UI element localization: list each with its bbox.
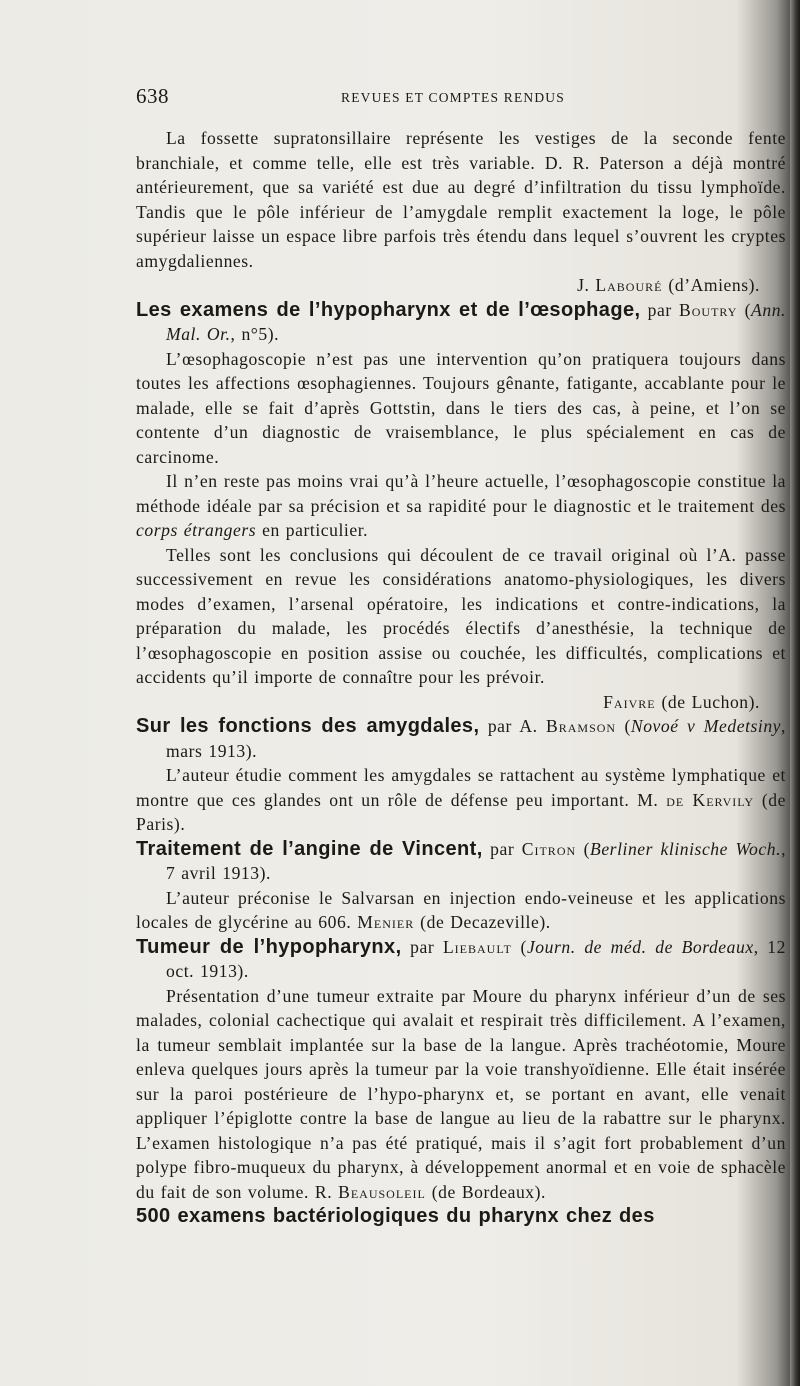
- article4-reviewer: Menier: [357, 912, 415, 932]
- article5-title: Tumeur de l’hypopharynx,: [136, 935, 402, 958]
- article2-signature: Faivre (de Luchon).: [603, 691, 760, 712]
- article3-author: Bramson: [546, 716, 617, 736]
- article5-signature: R. Beausoleil (de Bordeaux).: [314, 1181, 546, 1202]
- article4-title: Traitement de l’angine de Vincent,: [136, 837, 483, 860]
- article4-author: Citron: [521, 838, 577, 859]
- text-column: [136, 126, 786, 1229]
- article4-signature: Menier (de Decazeville).: [357, 912, 551, 932]
- article2-heading: Les examens de l’hypopharynx et de l’œsophage, par Boutry (Ann. Mal. Or., n°5).: [136, 298, 786, 344]
- article3-heading: Sur les fonctions des amygdales, par A. Bramson (Novoé v Medetsiny, mars 1913).: [136, 715, 786, 761]
- article4-paragraph-1: L’auteur préconise le Salvarsan en injection endo-veineuse et les applications locales de glycérine au 606. Menier (de Decazeville).: [136, 887, 786, 932]
- article2-paragraph-3: Telles sont les conclusions qui découlent de ce travail original où l’A. passe successivement en revue les considérations anatomo-physiologiques, les divers modes d’examen, l’arsenal opératoire, les indications et contre-indications, la préparation du malade, les procédés électifs d’anesthésie, la technique de l’œsophagoscopie en position assise ou couchée, les difficultés, complications et accidents qu’il importe de connaître pour les prévoir.: [136, 544, 786, 687]
- article5-heading: Tumeur de l’hypopharynx, par Liebault (Journ. de méd. de Bordeaux, 12 oct. 1913).: [136, 935, 786, 981]
- article4-source: Berliner klinische Woch.: [590, 838, 782, 859]
- page-number: 638: [136, 84, 169, 108]
- article3-signature: M. de Kervily (de Paris).: [136, 789, 786, 834]
- journal-title: REVUES ET COMPTES RENDUS: [341, 90, 565, 105]
- article5-author: Liebault: [442, 936, 512, 957]
- article6-title: 500 examens bactériologiques du pharynx chez des: [136, 1205, 655, 1227]
- article3-reviewer: de Kervily: [666, 789, 755, 810]
- article5-source: Journ. de méd. de Bordeaux: [526, 936, 754, 957]
- article1-body: La fossette supratonsillaire représente les vestiges de la seconde fente branchiale, et comme telle, elle est très variable. D. R. Paterson a déjà montré antérieurement, que sa variété est due au degré d’infiltration du tissu lymphoïde. Tandis que le pôle inférieur de l’amygdale remplit exactement la loge, le pôle supérieur laisse un espace libre parfois très étendu dans lequel s’ouvrent les cryptes amygdaliennes.: [136, 128, 786, 271]
- article2-paragraph-2: Il n’en reste pas moins vrai qu’à l’heure actuelle, l’œsophagoscopie constitue la méthode idéale par sa précision et sa rapidité pour le diagnostic et le traitement des corps étrangers en particulier.: [136, 471, 786, 540]
- article3-paragraph-1: L’auteur étudie comment les amygdales se rattachent au système lymphatique et montre que ces glandes ont un rôle de défense peu important. M. de Kervily (de Paris).: [136, 765, 786, 834]
- article2-author: Boutry: [679, 299, 738, 320]
- article1-signature: J. Labouré (d’Amiens).: [577, 275, 760, 295]
- article2-reviewer: Faivre: [603, 691, 656, 712]
- article3-source: Novoé v Medetsiny: [630, 716, 782, 736]
- article5-paragraph-1: Présentation d’une tumeur extraite par Moure du pharynx inférieur d’un de ses malades, colonial cachectique qui avalait et respirait très difficilement. A l’examen, la tumeur semblait implantée sur la base de la langue. Après trachéotomie, Moure enleva quelques jours après la tumeur par la voie transhyoïdienne. Elle était insérée sur la paroi postérieure de l’hypo-pharynx et, se portant en avant, elle venait appliquer l’épiglotte contre la base de langue au lieu de la rabattre sur le pharynx. L’examen histologique n’a pas été pratiqué, mais il s’agit fort probablement d’un polype fibro-muqueux du pharynx, à développement anormal et en voie de sphacèle du fait de son volume. R. Beausoleil (de Bordeaux).: [136, 985, 786, 1202]
- article5-reviewer: Beausoleil: [338, 1181, 426, 1202]
- article2-paragraph-1: L’œsophagoscopie n’est pas une intervention qu’on pratiquera toujours dans toutes les affections œsophagiennes. Toujours gênante, fatigante, accablante pour le malade, elle se fait d’après Gottstin, dans le tiers des cas, à peine, et l’on se contente d’un diagnostic de vraisemblance, le plus spécialement en cas de carcinome.: [136, 348, 786, 467]
- running-head: [136, 84, 786, 112]
- article2-title: Les examens de l’hypopharynx et de l’œsophage,: [136, 298, 641, 321]
- article6-heading: [136, 1204, 786, 1229]
- article4-heading: Traitement de l’angine de Vincent, par Citron (Berliner klinische Woch., 7 avril 1913).: [136, 837, 787, 883]
- article1-author: Labouré: [595, 275, 663, 295]
- article2-source: Ann. Mal. Or.: [166, 299, 786, 344]
- page-binding-edge: [790, 0, 800, 1386]
- article3-title: Sur les fonctions des amygdales,: [136, 715, 480, 737]
